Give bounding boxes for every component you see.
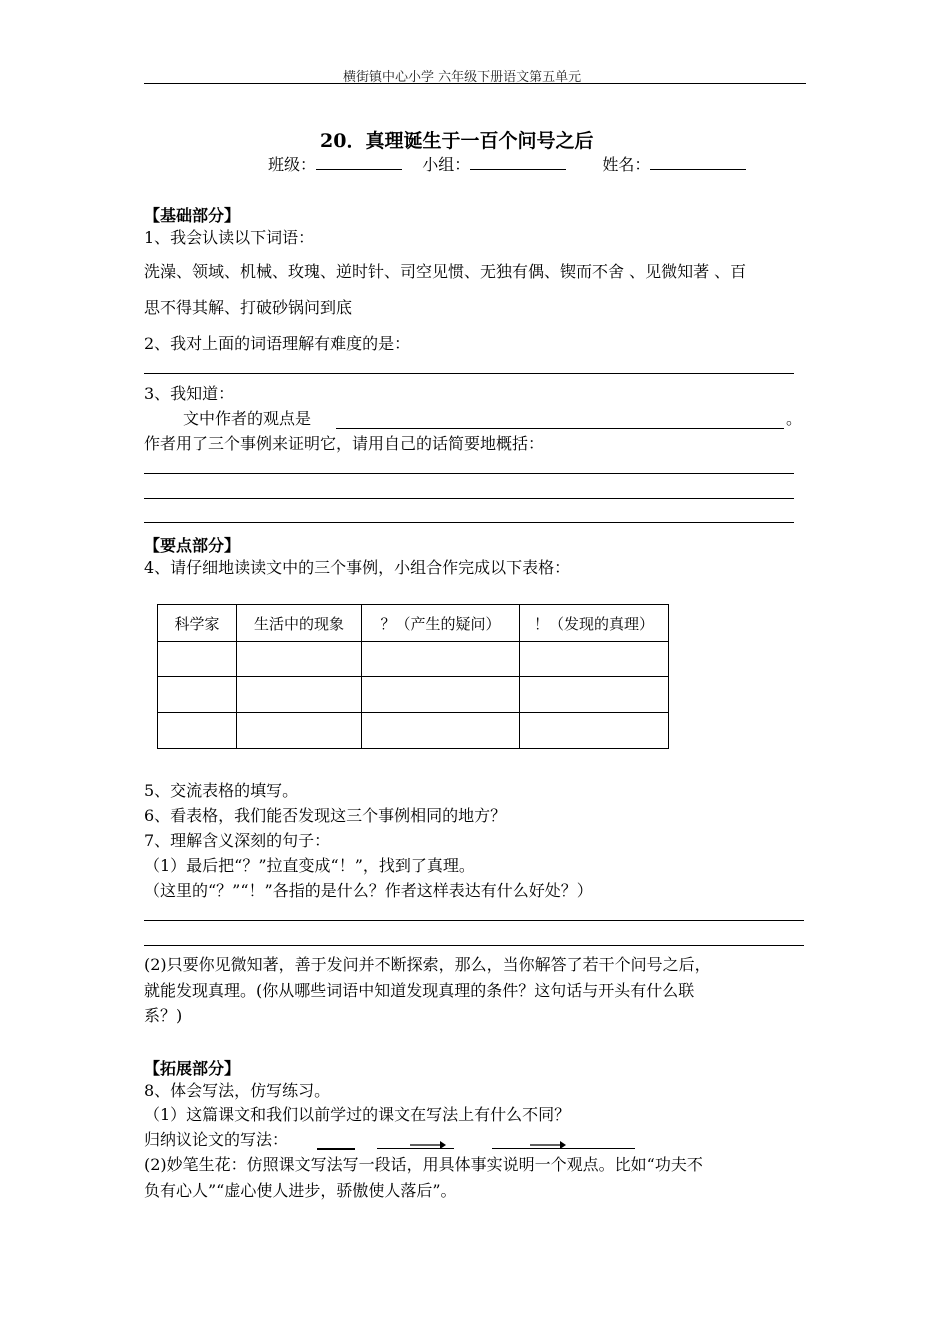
q3-period: 。 — [786, 409, 803, 428]
method-blank-1[interactable] — [317, 1148, 355, 1150]
name-label: 姓名： — [602, 155, 651, 174]
q7-sentence-1: （1）最后把“？”拉直变成“！”，找到了真理。 — [144, 856, 475, 875]
table-cell[interactable] — [520, 642, 669, 677]
q4-prompt: 4、请仔细地读读文中的三个事例，小组合作完成以下表格： — [144, 558, 571, 577]
group-field[interactable] — [470, 153, 566, 170]
q7-prompt: 7、理解含义深刻的句子： — [144, 831, 331, 850]
q7-sentence-2-line3: 系？) — [144, 1006, 183, 1025]
table-cell[interactable] — [158, 642, 237, 677]
q3-answer-line-2[interactable] — [144, 498, 794, 499]
q7-sentence-2-line2: 就能发现真理。(你从哪些词语中知道发现真理的条件？这句话与开头有什么联 — [144, 981, 695, 1000]
q1-prompt: 1、我会认读以下词语： — [144, 228, 315, 247]
table-cell[interactable] — [237, 642, 362, 677]
q4-table — [157, 604, 669, 749]
table-cell[interactable] — [237, 713, 362, 749]
table-row — [158, 713, 669, 749]
q7-sentence-1-question: （这里的“？”“！”各指的是什么？作者这样表达有什么好处？） — [144, 881, 593, 900]
q3-prompt: 3、我知道： — [144, 384, 235, 403]
header-rule — [144, 83, 806, 84]
table-header-cell: 科学家 — [158, 605, 237, 642]
q6-text: 6、看表格，我们能否发现这三个事例相同的地方？ — [144, 806, 507, 825]
arrow-right-icon — [530, 1140, 566, 1152]
section-key-heading: 【要点部分】 — [144, 536, 241, 555]
table-cell[interactable] — [362, 713, 520, 749]
group-label: 小组： — [422, 155, 471, 174]
q2-answer-line[interactable] — [144, 373, 794, 374]
table-header-cell: ？（产生的疑问） — [362, 605, 520, 642]
q3-answer-line-1[interactable] — [144, 473, 794, 474]
section-extend-heading: 【拓展部分】 — [144, 1059, 241, 1078]
q8-prompt: 8、体会写法，仿写练习。 — [144, 1081, 331, 1100]
table-row — [158, 642, 669, 677]
arrow-right-icon — [410, 1140, 446, 1152]
q3-viewpoint-line[interactable] — [336, 428, 784, 429]
table-cell[interactable] — [362, 677, 520, 713]
info-line — [268, 153, 746, 175]
class-field[interactable] — [316, 153, 402, 170]
name-field[interactable] — [650, 153, 746, 170]
q2-prompt: 2、我对上面的词语理解有难度的是： — [144, 334, 411, 353]
q7-answer-line-1[interactable] — [144, 920, 804, 921]
table-cell[interactable] — [158, 677, 237, 713]
table-cell[interactable] — [362, 642, 520, 677]
q3-viewpoint-label: 文中作者的观点是 — [183, 409, 312, 428]
table-cell[interactable] — [520, 713, 669, 749]
q8-part2-line1: (2)妙笔生花：仿照课文写法写一段话，用具体事实说明一个观点。比如“功夫不 — [144, 1155, 703, 1174]
table-header-cell: ！（发现的真理） — [520, 605, 669, 642]
page-title: 20．真理诞生于一百个问号之后 — [320, 130, 594, 152]
table-cell[interactable] — [237, 677, 362, 713]
table-cell[interactable] — [520, 677, 669, 713]
page-header: 横街镇中心小学 六年级下册语文第五单元 — [343, 70, 582, 85]
table-header-cell: 生活中的现象 — [237, 605, 362, 642]
table-row — [158, 677, 669, 713]
table-cell[interactable] — [158, 713, 237, 749]
class-label: 班级： — [268, 155, 317, 174]
q8-part1: （1）这篇课文和我们以前学过的课文在写法上有什么不同？ — [144, 1105, 571, 1124]
q8-method-label: 归纳议论文的写法： — [144, 1130, 289, 1149]
q7-sentence-2-line1: (2)只要你见微知著，善于发问并不断探索，那么，当你解答了若干个问号之后， — [144, 955, 711, 974]
q3-examples-prompt: 作者用了三个事例来证明它，请用自己的话简要地概括： — [144, 434, 545, 453]
section-basic-heading: 【基础部分】 — [144, 206, 241, 225]
q8-part2-line2: 负有心人”“虚心使人进步，骄傲使人落后”。 — [144, 1181, 457, 1200]
table-header-row — [158, 605, 669, 642]
q1-words-line2: 思不得其解、打破砂锅问到底 — [144, 298, 353, 317]
q7-answer-line-2[interactable] — [144, 945, 804, 946]
q1-words-line1: 洗澡、领域、机械、玫瑰、逆时针、司空见惯、无独有偶、锲而不舍 、见微知著 、百 — [144, 262, 747, 281]
q3-answer-line-3[interactable] — [144, 522, 794, 523]
q5-text: 5、交流表格的填写。 — [144, 781, 299, 800]
